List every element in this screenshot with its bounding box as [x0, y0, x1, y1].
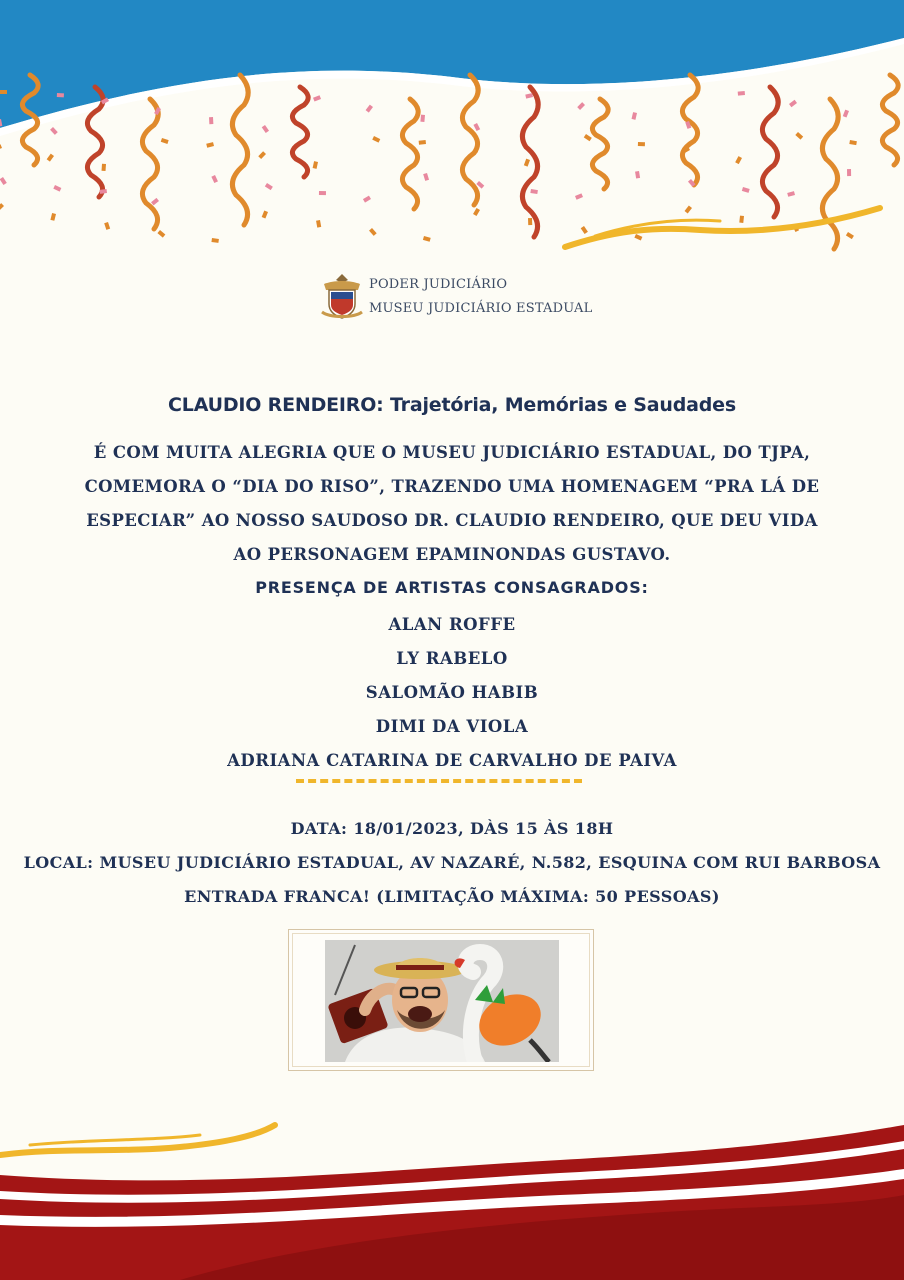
event-details	[0, 812, 904, 914]
artist-item: ADRIANA CATARINA DE CARVALHO DE PAIVA	[227, 751, 677, 770]
bottom-wave-decoration	[0, 1095, 904, 1280]
intro-paragraph	[60, 436, 844, 572]
artist-item: LY RABELO	[396, 649, 508, 668]
event-entry: ENTRADA FRANCA! (LIMITAÇÃO MÁXIMA: 50 PESSOAS)	[184, 887, 720, 906]
artists-list	[0, 608, 904, 778]
page-title: CLAUDIO RENDEIRO: Trajetória, Memórias e Saudades	[168, 394, 736, 416]
dashed-divider	[296, 779, 582, 783]
photo-frame	[288, 929, 594, 1071]
intro-line: É COM MUITA ALEGRIA QUE O MUSEU JUDICIÁRIO ESTADUAL, DO TJPA,	[93, 443, 811, 462]
artists-heading: PRESENÇA DE ARTISTAS CONSAGRADOS:	[255, 578, 649, 597]
coat-of-arms-icon	[320, 272, 364, 322]
intro-line: AO PERSONAGEM EPAMINONDAS GUSTAVO.	[233, 545, 671, 564]
artist-item: SALOMÃO HABIB	[365, 683, 539, 702]
institution-header	[320, 272, 592, 322]
intro-line: COMEMORA O “DIA DO RISO”, TRAZENDO UMA HOMENAGEM “PRA LÁ DE	[84, 477, 820, 496]
event-date: DATA: 18/01/2023, DÀS 15 ÀS 18H	[290, 819, 614, 838]
event-location: LOCAL: MUSEU JUDICIÁRIO ESTADUAL, AV NAZARÉ, N.582, ESQUINA COM RUI BARBOSA	[23, 853, 881, 872]
photo-portrait-icon	[325, 940, 559, 1062]
museum-name: MUSEU JUDICIÁRIO ESTADUAL	[369, 301, 593, 316]
artist-item: ALAN ROFFE	[388, 615, 516, 634]
org-name: PODER JUDICIÁRIO	[369, 277, 508, 292]
artist-item: DIMI DA VIOLA	[375, 717, 529, 736]
top-wave-decoration	[0, 0, 904, 265]
intro-line: ESPECIAR” AO NOSSO SAUDOSO DR. CLAUDIO RENDEIRO, QUE DEU VIDA	[86, 511, 818, 530]
